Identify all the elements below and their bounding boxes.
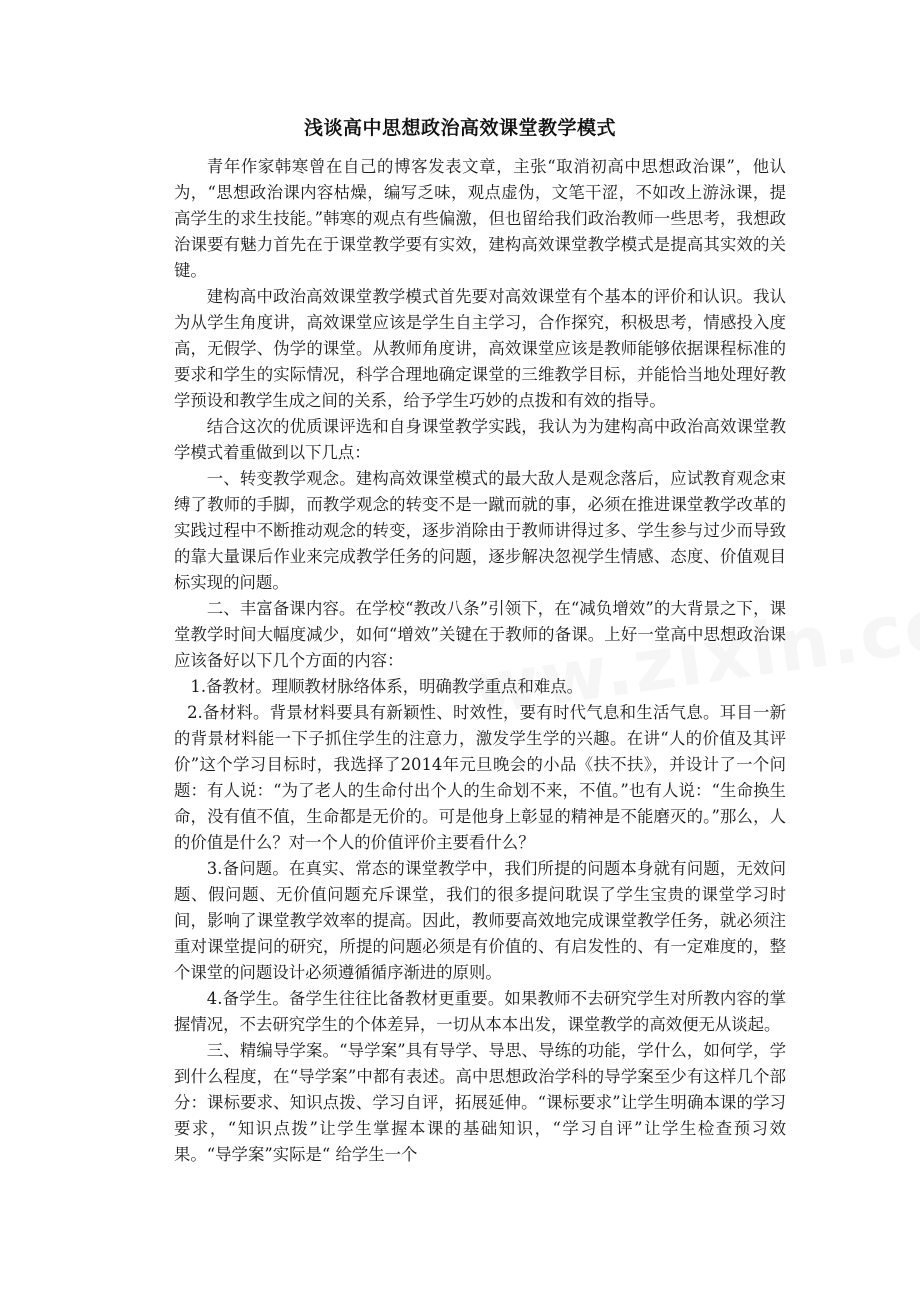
paragraph-intro: 青年作家韩寒曾在自己的博客发表文章，主张“取消初高中思想政治课”，他认为，“思想政治课内容枯燥，编写乏味，观点虚伪，文笔干涩，不如改上游泳课，提高学生的求生技能。”韩寒的观点有些偏激，但也留给我们政治教师一些思考，我想政治课要有魅力首先在于课堂教学要有实效，建构高效课堂教学模式是提高其实效的关键。: [174, 157, 786, 280]
page-title: 浅谈高中思想政治高效课堂教学模式: [303, 117, 616, 139]
paragraph-section-3: 三、精编导学案。“导学案”具有导学、导思、导练的功能，学什么，如何学，学到什么程度，在“导学案”中都有表述。高中思想政治学科的导学案至少有这样几个部分：课标要求、知识点拨、学习自评，拓展延伸。“课标要求”让学生明确本课的学习要求，“知识点拨”让学生掌握本课的基础知识，“学习自评”让学生检查预习效果。“导学案”实际是“ 给学生一个: [174, 1041, 786, 1164]
list-item-3: 3.备问题。在真实、常态的课堂教学中，我们所提的问题本身就有问题，无效问题、假问题、无价值问题充斥课堂，我们的很多提问耽误了学生宝贵的课堂学习时间，影响了课堂教学效率的提高。因此，教师要高效地完成课堂教学任务，就必须注重对课堂提问的研究，所提的问题必须是有价值的、有启发性的、有一定难度的，整个课堂的问题设计必须遵循循序渐进的原则。: [174, 859, 786, 982]
list-item-2: 2.备材料。背景材料要具有新颖性、时效性，要有时代气息和生活气息。耳目一新的背景材料能一下子抓住学生的注意力，激发学生学的兴趣。在讲“人的价值及其评价”这个学习目标时，我选择了2014年元旦晚会的小品《扶不扶》，并设计了一个问题：有人说：“为了老人的生命付出个人的生命划不来，不值。”也有人说：“生命换生命，没有值不值，生命都是无价的。可是他身上彰显的精神是不能磨灭的。”那么，人的价值是什么？对一个人的价值评价主要看什么？: [174, 703, 786, 852]
list-item-1: 1.备教材。理顺教材脉络体系，明确教学重点和难点。: [190, 677, 584, 696]
paragraph-overview: 结合这次的优质课评选和自身课堂教学实践，我认为为建构高中政治高效课堂教学模式着重做到以下几点：: [174, 417, 786, 462]
document-body: [174, 154, 786, 1168]
list-item-4: 4.备学生。备学生往往比备教材更重要。如果教师不去研究学生对所教内容的掌握情况，不去研究学生的个体差异，一切从本本出发，课堂教学的高效便无从谈起。: [174, 989, 786, 1034]
paragraph-definition: 建构高中政治高效课堂教学模式首先要对高效课堂有个基本的评价和认识。我认为从学生角度讲，高效课堂应该是学生自主学习，合作探究，积极思考，情感投入度高，无假学、伪学的课堂。从教师角度讲，高效课堂应该是教师能够依据课程标准的要求和学生的实际情况，科学合理地确定课堂的三维教学目标，并能恰当地处理好教学预设和教学生成之间的关系，给予学生巧妙的点拨和有效的指导。: [174, 287, 786, 410]
paragraph-section-1: 一、转变教学观念。建构高效课堂模式的最大敌人是观念落后，应试教育观念束缚了教师的手脚，而教学观念的转变不是一蹴而就的事，必须在推进课堂教学改革的实践过程中不断推动观念的转变，逐步消除由于教师讲得过多、学生参与过少而导致的靠大量课后作业来完成教学任务的问题，逐步解决忽视学生情感、态度、价值观目标实现的问题。: [174, 469, 786, 592]
paragraph-section-2: 二、丰富备课内容。在学校“教改八条”引领下，在“减负增效”的大背景之下，课堂教学时间大幅度减少，如何“增效”关键在于教师的备课。上好一堂高中思想政治课应该备好以下几个方面的内容：: [174, 599, 786, 670]
